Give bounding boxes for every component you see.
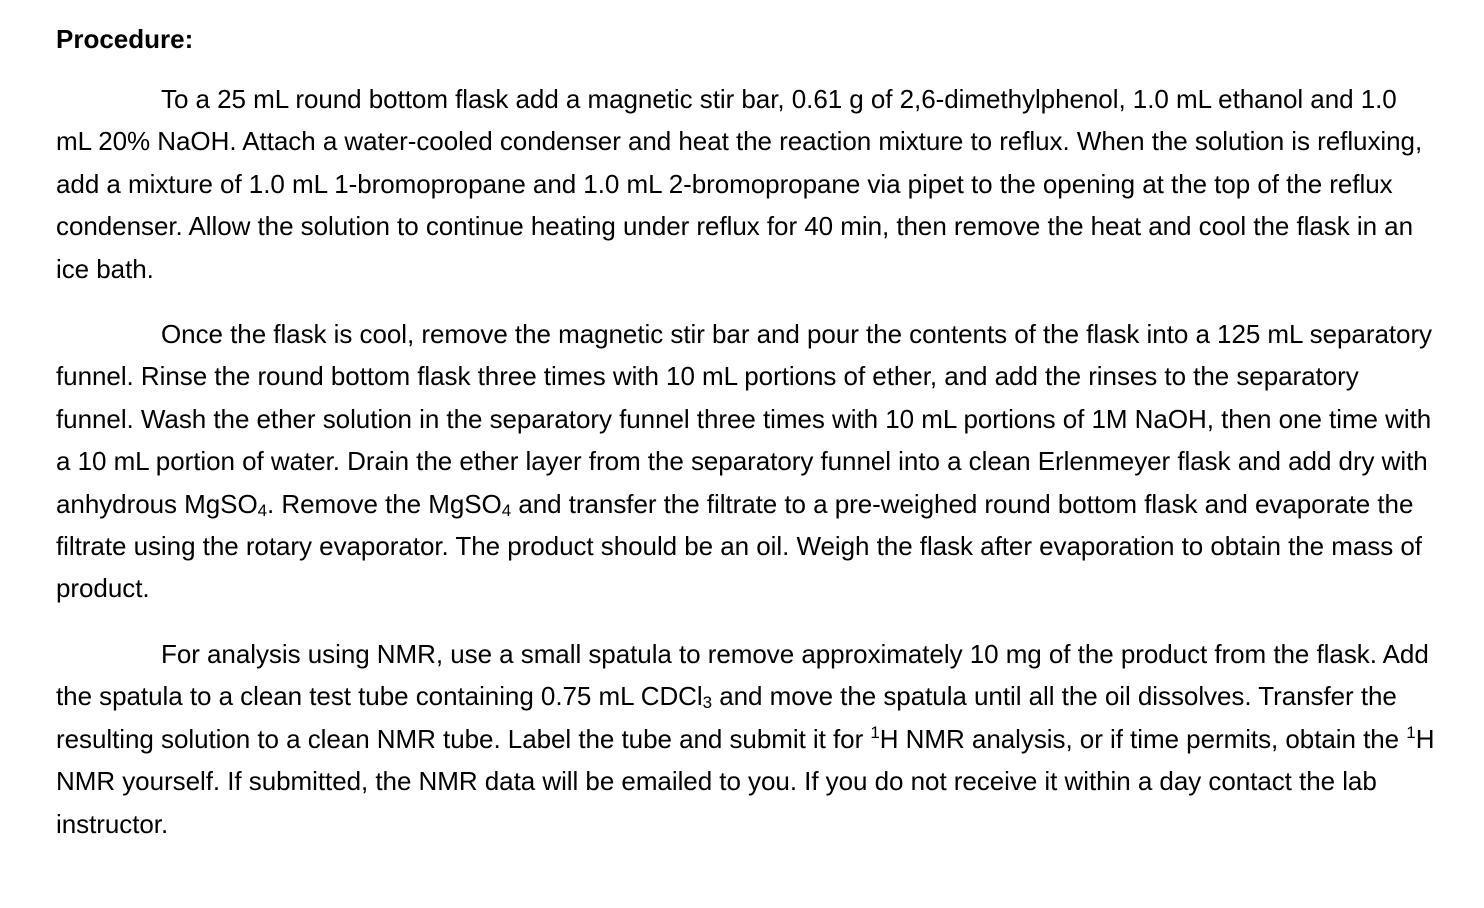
paragraph-text: and transfer the filtrate to a pre-weighed round bottom flask and evaporate the filtrate using the rotary evaporator. The product should be an oil. Weigh the flask after evaporation to obtain the mass of product. <box>56 488 1422 604</box>
superscript: 1 <box>1406 722 1416 742</box>
paragraph-reaction <box>56 78 1436 290</box>
paragraph-text: . Remove the MgSO <box>267 488 502 519</box>
paragraph-text: For analysis using NMR, use a small spatula to remove approximately 10 mg of the product from the flask. Add the spatula to a clean test tube containing 0.75 mL CDCl <box>56 638 1429 712</box>
paragraph-text: and move the spatula until all the oil dissolves. Transfer the resulting solution to a clean NMR tube. Label the tube and submit it for <box>56 681 1397 754</box>
procedure-heading: Procedure: <box>56 24 194 54</box>
paragraph-text: H NMR analysis, or if time permits, obtain the <box>879 723 1407 754</box>
subscript: 4 <box>501 500 512 520</box>
document-page <box>56 14 1436 845</box>
subscript: 3 <box>702 693 713 713</box>
paragraph-text: To a 25 mL round bottom flask add a magnetic stir bar, 0.61 g of 2,6-dimethylphenol, 1.0 mL ethanol and 1.0 mL 20% NaOH. Attach a water-cooled condenser and heat the reaction mixture to reflux. When the solution is refluxing, add a mixture of 1.0 mL 1-bromopropane and 1.0 mL 2-bromopropane via pipet to the opening at the top of the reflux condenser. Allow the solution to continue heating under reflux for 40 min, then remove the heat and cool the flask in an ice bath. <box>56 84 1423 284</box>
subscript: 4 <box>257 500 268 520</box>
paragraph-text: Once the flask is cool, remove the magnetic stir bar and pour the contents of the flask into a 125 mL separatory funnel. Rinse the round bottom flask three times with 10 mL portions of ether, and add the rinses to the separatory funnel. Wash the ether solution in the separatory funnel three times with 10 mL portions of 1M NaOH, then one time with a 10 mL portion of water. Drain the ether layer from the separatory funnel into a clean Erlenmeyer flask and add dry with anhydrous MgSO <box>56 319 1433 519</box>
paragraph-nmr-analysis <box>56 633 1436 845</box>
paragraph-text: H NMR yourself. If submitted, the NMR data will be emailed to you. If you do not receive it within a day contact the lab instructor. <box>56 723 1435 839</box>
superscript: 1 <box>870 722 880 742</box>
paragraph-workup <box>56 313 1436 610</box>
